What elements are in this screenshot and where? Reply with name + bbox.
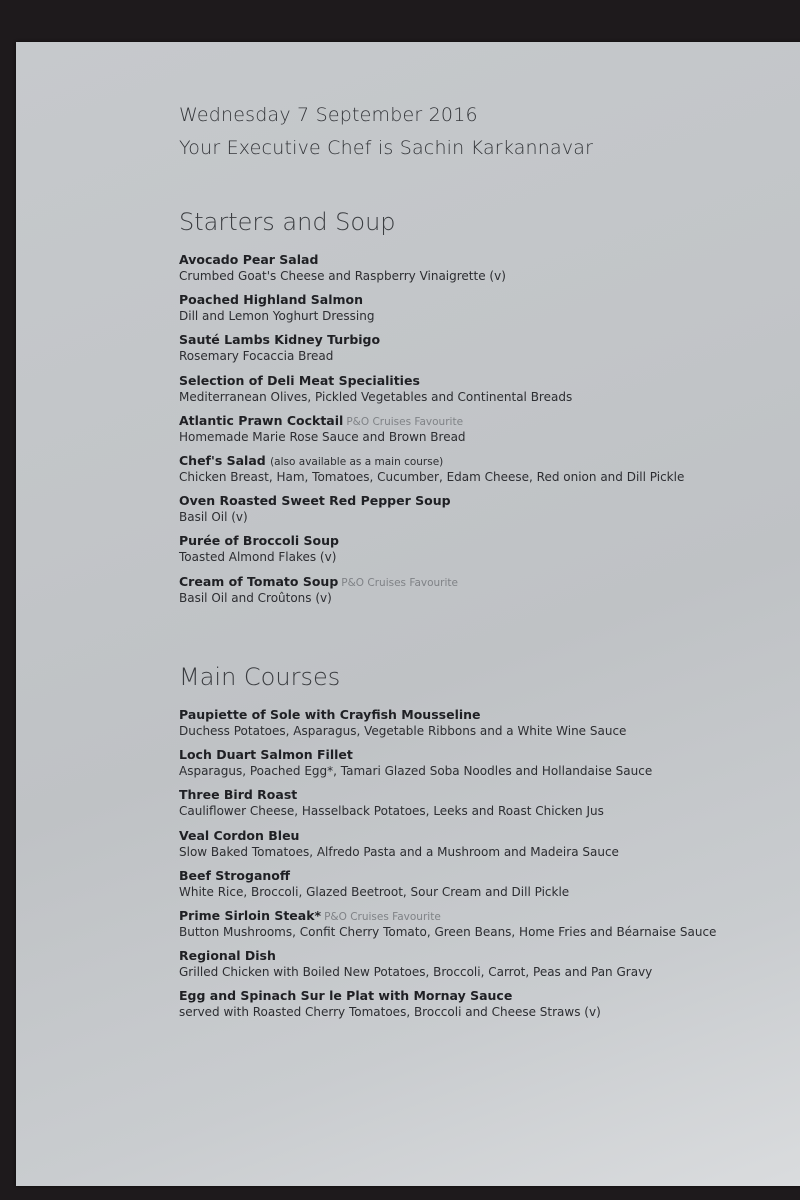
dish-description: Chicken Breast, Ham, Tomatoes, Cucumber, Edam Cheese, Red onion and Dill Pickle (179, 469, 685, 484)
dish-name: Chef's Salad (179, 452, 266, 468)
dish-name: Avocado Pear Salad (179, 252, 319, 267)
dish-description: Basil Oil (v) (179, 510, 248, 525)
dish-name: Regional Dish (179, 948, 276, 964)
dish-name: Cream of Tomato Soup (179, 573, 339, 589)
executive-chef: Your Executive Chef is Sachin Karkannavar (179, 137, 594, 159)
dish-name: Beef Stroganoff (179, 867, 290, 883)
dish-line (179, 252, 318, 267)
dish-description: Duchess Potatoes, Asparagus, Vegetable Ribbons and a White Wine Sauce (179, 724, 627, 738)
dish-name: Selection of Deli Meat Specialities (179, 372, 420, 388)
dish-line (179, 413, 463, 428)
dish-line (179, 373, 420, 388)
dish-line (179, 787, 297, 802)
dish-line (179, 747, 353, 762)
dish-description: Grilled Chicken with Boiled New Potatoes, Broccoli, Carrot, Peas and Pan Gravy (179, 965, 653, 980)
dish-description: Button Mushrooms, Confit Cherry Tomato, Green Beans, Home Fries and Béarnaise Sauce (179, 924, 717, 939)
dish-line (179, 332, 380, 347)
dish-description: Crumbed Goat's Cheese and Raspberry Vinaigrette (v) (179, 269, 506, 283)
dish-description: Toasted Almond Flakes (v) (179, 550, 337, 565)
mains-title: Main Courses (179, 663, 341, 691)
dish-name: Prime Sirloin Steak* (179, 907, 322, 923)
dish-line (179, 493, 451, 508)
dish-description: Basil Oil and Croûtons (v) (179, 590, 332, 605)
dish-line (179, 828, 299, 843)
dish-description: Cauliflower Cheese, Hasselback Potatoes, Leeks and Roast Chicken Jus (179, 804, 604, 819)
dish-description: Slow Baked Tomatoes, Alfredo Pasta and a Mushroom and Madeira Sauce (179, 844, 619, 859)
dish-line (179, 292, 363, 307)
dish-name: Purée of Broccoli Soup (179, 533, 339, 549)
dish-line (179, 574, 458, 589)
dish-name: Veal Cordon Bleu (179, 827, 300, 843)
menu-date: Wednesday 7 September 2016 (179, 104, 478, 126)
dish-name: Atlantic Prawn Cocktail (179, 412, 344, 428)
dish-line (179, 533, 339, 548)
dish-name: Oven Roasted Sweet Red Pepper Soup (179, 493, 451, 509)
dish-name: Poached Highland Salmon (179, 292, 364, 308)
dish-line (179, 948, 276, 963)
favourite-tag: P&O Cruises Favourite (346, 415, 464, 428)
dish-description: Rosemary Focaccia Bread (179, 349, 334, 364)
dish-line (179, 908, 441, 923)
dish-description: White Rice, Broccoli, Glazed Beetroot, Sour Cream and Dill Pickle (179, 884, 570, 899)
dish-line (179, 453, 443, 468)
dish-name: Sauté Lambs Kidney Turbigo (179, 332, 381, 348)
dish-description: served with Roasted Cherry Tomatoes, Broccoli and Cheese Straws (v) (179, 1005, 601, 1020)
starters-title: Starters and Soup (179, 208, 396, 236)
dish-name: Three Bird Roast (179, 787, 298, 803)
menu-card (16, 42, 800, 1186)
dish-name: Loch Duart Salmon Fillet (179, 747, 353, 763)
dish-description: Mediterranean Olives, Pickled Vegetables and Continental Breads (179, 389, 573, 404)
dish-description: Asparagus, Poached Egg*, Tamari Glazed Soba Noodles and Hollandaise Sauce (179, 764, 653, 779)
dish-line (179, 707, 481, 722)
dish-note: (also available as a main course) (270, 455, 444, 468)
dish-name: Paupiette of Sole with Crayfish Mousseline (179, 707, 481, 722)
dish-name: Egg and Spinach Sur le Plat with Mornay Sauce (179, 988, 513, 1004)
favourite-tag: P&O Cruises Favourite (341, 576, 458, 589)
dish-line (179, 988, 512, 1003)
favourite-tag: P&O Cruises Favourite (324, 910, 441, 923)
dish-description: Dill and Lemon Yoghurt Dressing (179, 309, 375, 324)
dish-description: Homemade Marie Rose Sauce and Brown Bread (179, 429, 466, 444)
dish-line (179, 868, 290, 883)
